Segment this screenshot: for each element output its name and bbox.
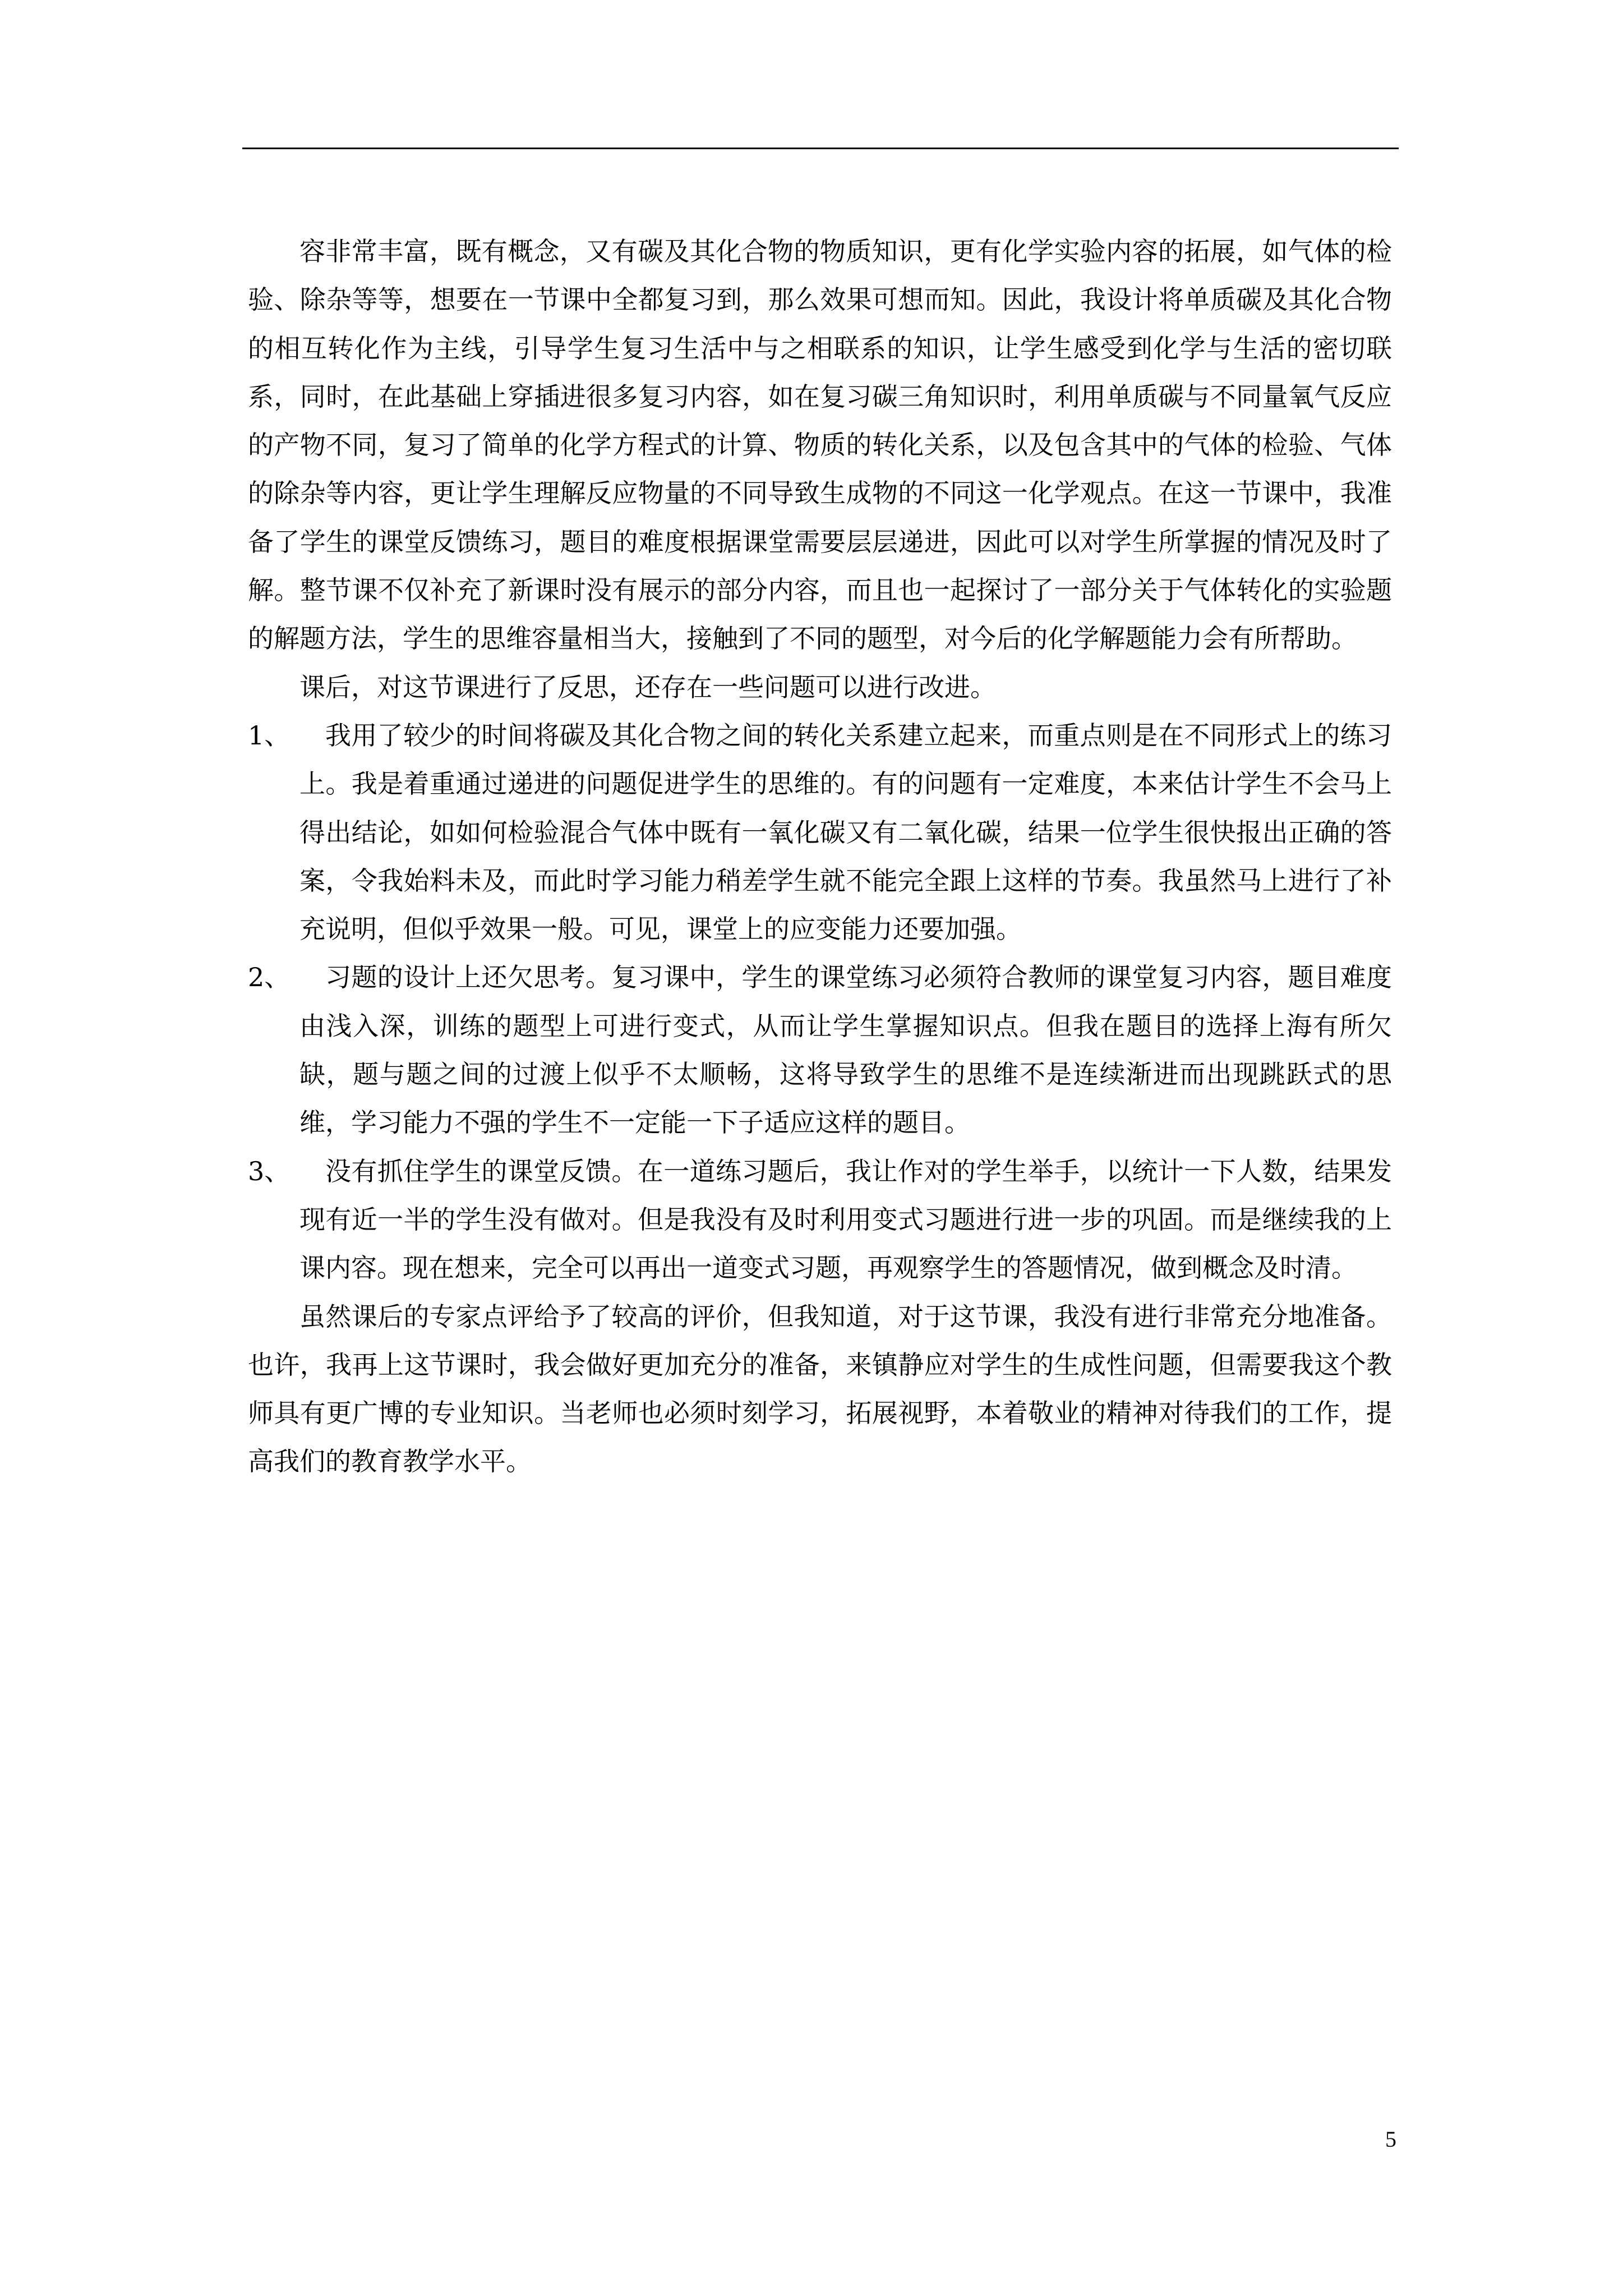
list-text: 没有抓住学生的课堂反馈。在一道练习题后，我让作对的学生举手，以统计一下人数，结果发现有近一半的学生没有做对。但是我没有及时利用变式习题进行进一步的巩固。而是继续我的上课内容。现在想来，完全可以再出一道变式习题，再观察学生的答题情况，做到概念及时清。	[299, 1156, 1392, 1283]
list-text: 习题的设计上还欠思考。复习课中，学生的课堂练习必须符合教师的课堂复习内容，题目难度由浅入深，训练的题型上可进行变式，从而让学生掌握知识点。但我在题目的选择上海有所欠缺，题与题之间的过渡上似乎不太顺畅，这将导致学生的思维不是连续渐进而出现跳跃式的思维，学习能力不强的学生不一定能一下子适应这样的题目。	[299, 962, 1392, 1138]
list-item	[248, 953, 1392, 1147]
list-item	[248, 1147, 1392, 1292]
list-number: 2、	[248, 962, 291, 993]
list-item	[248, 711, 1392, 953]
body-paragraph: 容非常丰富，既有概念，又有碳及其化合物的物质知识，更有化学实验内容的拓展，如气体的检验、除杂等等，想要在一节课中全都复习到，那么效果可想而知。因此，我设计将单质碳及其化合物的相互转化作为主线，引导学生复习生活中与之相联系的知识，让学生感受到化学与生活的密切联系，同时，在此基础上穿插进很多复习内容，如在复习碳三角知识时，利用单质碳与不同量氧气反应的产物不同，复习了简单的化学方程式的计算、物质的转化关系，以及包含其中的气体的检验、气体的除杂等内容，更让学生理解反应物量的不同导致生成物的不同这一化学观点。在这一节课中，我准备了学生的课堂反馈练习，题目的难度根据课堂需要层层递进，因此可以对学生所掌握的情况及时了解。整节课不仅补充了新课时没有展示的部分内容，而且也一起探讨了一部分关于气体转化的实验题的解题方法，学生的思维容量相当大，接触到了不同的题型，对今后的化学解题能力会有所帮助。	[248, 236, 1392, 654]
body-paragraph: 虽然课后的专家点评给予了较高的评价，但我知道，对于这节课，我没有进行非常充分地准备。也许，我再上这节课时，我会做好更加充分的准备，来镇静应对学生的生成性问题，但需要我这个教师具有更广博的专业知识。当老师也必须时刻学习，拓展视野，本着敬业的精神对待我们的工作，提高我们的教育教学水平。	[248, 1301, 1392, 1477]
list-number: 3、	[248, 1156, 291, 1186]
document-body	[248, 227, 1392, 1486]
list-number: 1、	[248, 720, 291, 751]
body-paragraph: 课后，对这节课进行了反思，还存在一些问题可以进行改进。	[299, 671, 996, 702]
header-rule	[242, 148, 1399, 149]
page-number: 5	[1385, 2127, 1396, 2152]
list-text: 我用了较少的时间将碳及其化合物之间的转化关系建立起来，而重点则是在不同形式上的练习上。我是着重通过递进的问题促进学生的思维的。有的问题有一定难度，本来估计学生不会马上得出结论，如如何检验混合气体中既有一氧化碳又有二氧化碳，结果一位学生很快报出正确的答案，令我始料未及，而此时学习能力稍差学生就不能完全跟上这样的节奏。我虽然马上进行了补充说明，但似乎效果一般。可见，课堂上的应变能力还要加强。	[299, 720, 1392, 945]
